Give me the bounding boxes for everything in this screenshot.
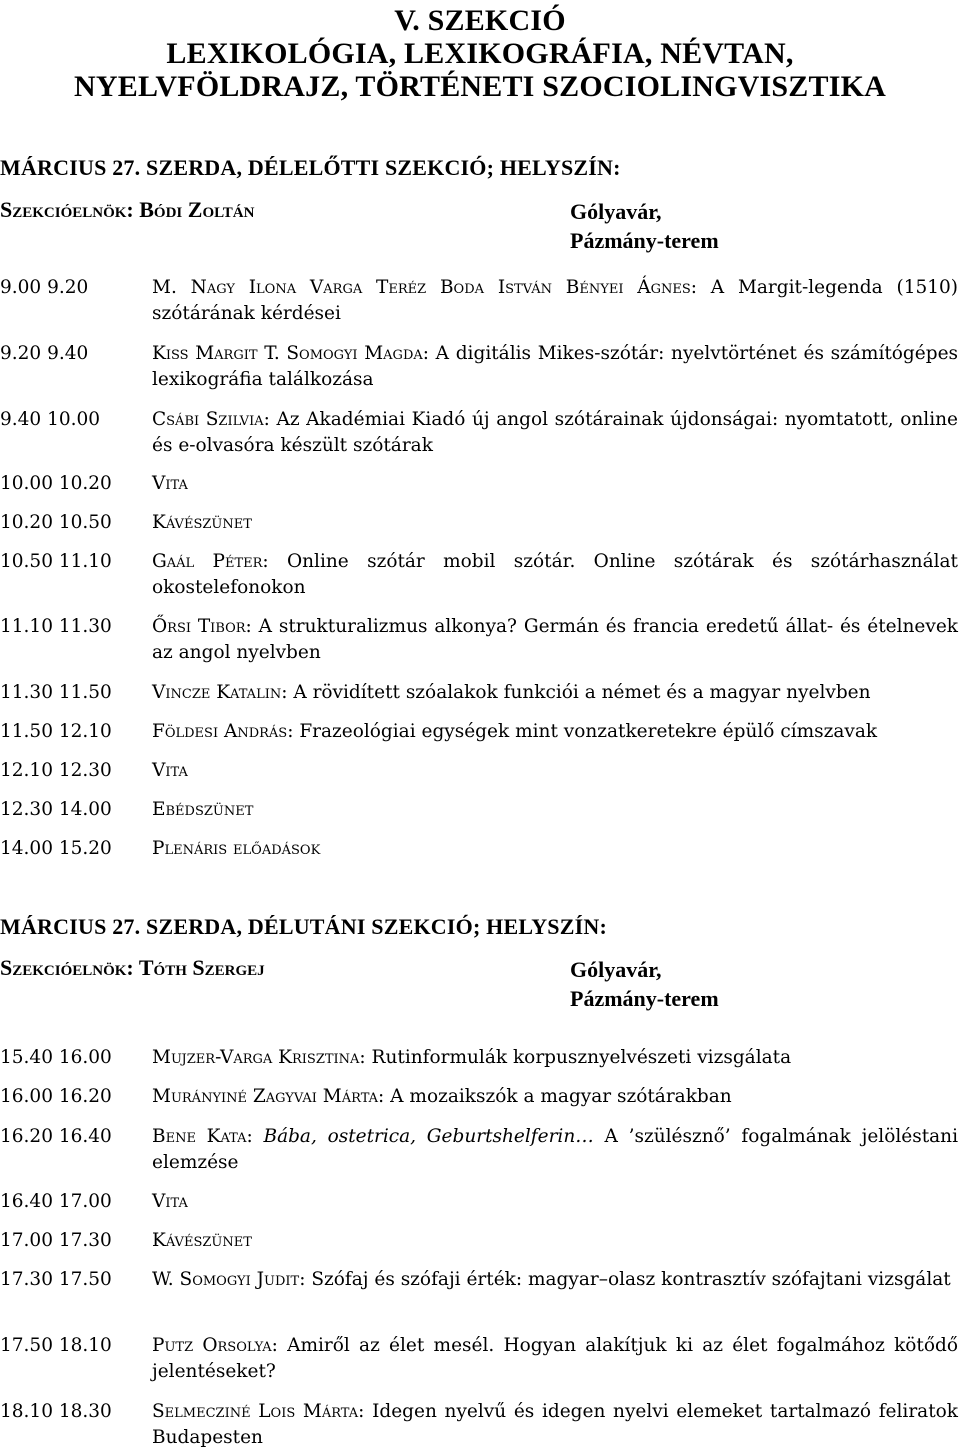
entry-speaker: Bene Kata: [152, 1126, 253, 1147]
venue-room: Pázmány-terem [570, 228, 719, 253]
entry-text [152, 797, 958, 823]
entry-time: 11.50 12.10 [0, 721, 112, 742]
entry-speaker: Murányiné Zagyvai Márta: [152, 1086, 385, 1107]
afternoon-session-chair: Szekcióelnök: Tóth Szergej [0, 955, 265, 980]
entry-time: 10.20 10.50 [0, 512, 112, 533]
entry-text [152, 1045, 958, 1071]
entry-speaker: Selmecziné Lois Márta: [152, 1401, 365, 1422]
morning-session-chair: Szekcióelnök: Bódi Zoltán [0, 197, 255, 222]
entry-title: A digitális Mikes-szótár: nyelvtörténet és számítógépes lexikográfia találkozása [152, 343, 959, 390]
entry-speaker: Mujzer-Varga Krisztina: [152, 1047, 366, 1068]
entry-break-label: Kávészünet [152, 1230, 252, 1251]
venue-building: Gólyavár, [570, 199, 662, 224]
entry-speaker: Csábi Szilvia: [152, 409, 270, 430]
entry-time: 17.50 18.10 [0, 1335, 112, 1356]
entry-text [152, 758, 958, 784]
entry-title: A rövidített szóalakok funkciói a német és a magyar nyelvben [287, 682, 871, 703]
entry-time: 10.00 10.20 [0, 473, 112, 494]
entry-text [152, 614, 958, 666]
entry-text [152, 1084, 958, 1110]
entry-time: 11.10 11.30 [0, 616, 112, 637]
entry-time: 11.30 11.50 [0, 682, 112, 703]
entry-text [152, 341, 958, 393]
entry-speaker: M. Nagy Ilona Varga Teréz Boda István Bényei Ágnes: [152, 277, 697, 298]
entry-text [152, 1124, 958, 1176]
entry-text [152, 680, 958, 706]
entry-text [152, 275, 958, 327]
entry-time: 17.00 17.30 [0, 1230, 112, 1251]
entry-title: Rutinformulák korpusznyelvészeti vizsgálata [365, 1047, 792, 1068]
entry-text [152, 549, 958, 601]
entry-time: 16.20 16.40 [0, 1126, 112, 1147]
entry-text [152, 1399, 958, 1451]
entry-time: 17.30 17.50 [0, 1269, 112, 1290]
afternoon-session-title: MÁRCIUS 27. SZERDA, DÉLUTÁNI SZEKCIÓ; HELYSZÍN: [0, 914, 607, 939]
entry-speaker: Vincze Katalin: [152, 682, 288, 703]
entry-title: Online szótár mobil szótár. Online szótárak és szótárhasználat okostelefonokon [152, 551, 958, 598]
afternoon-session-venue [570, 955, 719, 1013]
entry-break-label: Vita [152, 760, 188, 781]
entry-time: 15.40 16.00 [0, 1047, 112, 1068]
entry-title: A Margit-legenda (1510) szótárának kérdései [152, 277, 958, 324]
entry-break-label: Vita [152, 473, 188, 494]
entry-text [152, 510, 958, 536]
entry-title: Frazeológiai egységek mint vonzatkeretekre épülő címszavak [293, 721, 878, 742]
venue-room: Pázmány-terem [570, 986, 719, 1011]
section-number: V. SZEKCIÓ [394, 4, 566, 37]
entry-text [152, 1333, 958, 1385]
entry-time: 10.50 11.10 [0, 551, 112, 572]
entry-time: 16.00 16.20 [0, 1086, 112, 1107]
entry-text [152, 1189, 958, 1215]
entry-time: 9.00 9.20 [0, 277, 89, 298]
entry-break-label: Ebédszünet [152, 799, 254, 820]
entry-break-label: Plenáris előadások [152, 838, 321, 859]
entry-text [152, 407, 958, 459]
entry-time: 18.10 18.30 [0, 1401, 112, 1422]
entry-title: Az Akadémiai Kiadó új angol szótárainak újdonságai: nyomtatott, online és e-olvasóra készült szótárak [152, 409, 958, 456]
entry-title: A strukturalizmus alkonya? Germán és francia eredetű állat- és ételnevek az angol nyelvben [152, 616, 958, 663]
morning-session-venue [570, 197, 719, 255]
entry-speaker: Gaál Péter: [152, 551, 269, 572]
entry-time: 14.00 15.20 [0, 838, 112, 859]
entry-time: 16.40 17.00 [0, 1191, 112, 1212]
section-topic-line-1: LEXIKOLÓGIA, LEXIKOGRÁFIA, NÉVTAN, [166, 37, 794, 70]
entry-time: 9.20 9.40 [0, 343, 89, 364]
entry-title: Idegen nyelvű és idegen nyelvi elemeket tartalmazó feliratok Budapesten [152, 1401, 958, 1448]
morning-session-title: MÁRCIUS 27. SZERDA, DÉLELŐTTI SZEKCIÓ; HELYSZÍN: [0, 155, 621, 180]
entry-title: A ’szülésznő’ fogalmának jelöléstani elemzése [152, 1126, 958, 1173]
entry-text [152, 1228, 958, 1254]
entry-text [152, 719, 958, 745]
section-header [0, 4, 960, 103]
entry-break-label: Vita [152, 1191, 188, 1212]
entry-title: A mozaikszók a magyar szótárakban [384, 1086, 732, 1107]
entry-text [152, 836, 958, 862]
entry-speaker: Őrsi Tibor: [152, 616, 252, 637]
entry-time: 12.10 12.30 [0, 760, 112, 781]
entry-title-italic: Bába, ostetrica, Geburtshelferin… [252, 1126, 594, 1147]
entry-break-label: Kávészünet [152, 512, 252, 533]
entry-text [152, 471, 958, 497]
entry-speaker: Földesi András: [152, 721, 294, 742]
entry-speaker: Putz Orsolya: [152, 1335, 278, 1356]
entry-text [152, 1267, 958, 1293]
entry-speaker: Kiss Margit T. Somogyi Magda: [152, 343, 429, 364]
entry-time: 9.40 10.00 [0, 409, 101, 430]
section-topic-line-2: NYELVFÖLDRAJZ, TÖRTÉNETI SZOCIOLINGVISZTIKA [74, 70, 886, 103]
venue-building: Gólyavár, [570, 957, 662, 982]
entry-speaker: W. Somogyi Judit: [152, 1269, 306, 1290]
entry-time: 12.30 14.00 [0, 799, 112, 820]
entry-title: Amiről az élet mesél. Hogyan alakítjuk ki az élet fogalmához kötődő jelentéseket? [152, 1335, 958, 1382]
entry-title: Szófaj és szófaji érték: magyar–olasz kontrasztív szófajtani vizsgálat [305, 1269, 951, 1290]
